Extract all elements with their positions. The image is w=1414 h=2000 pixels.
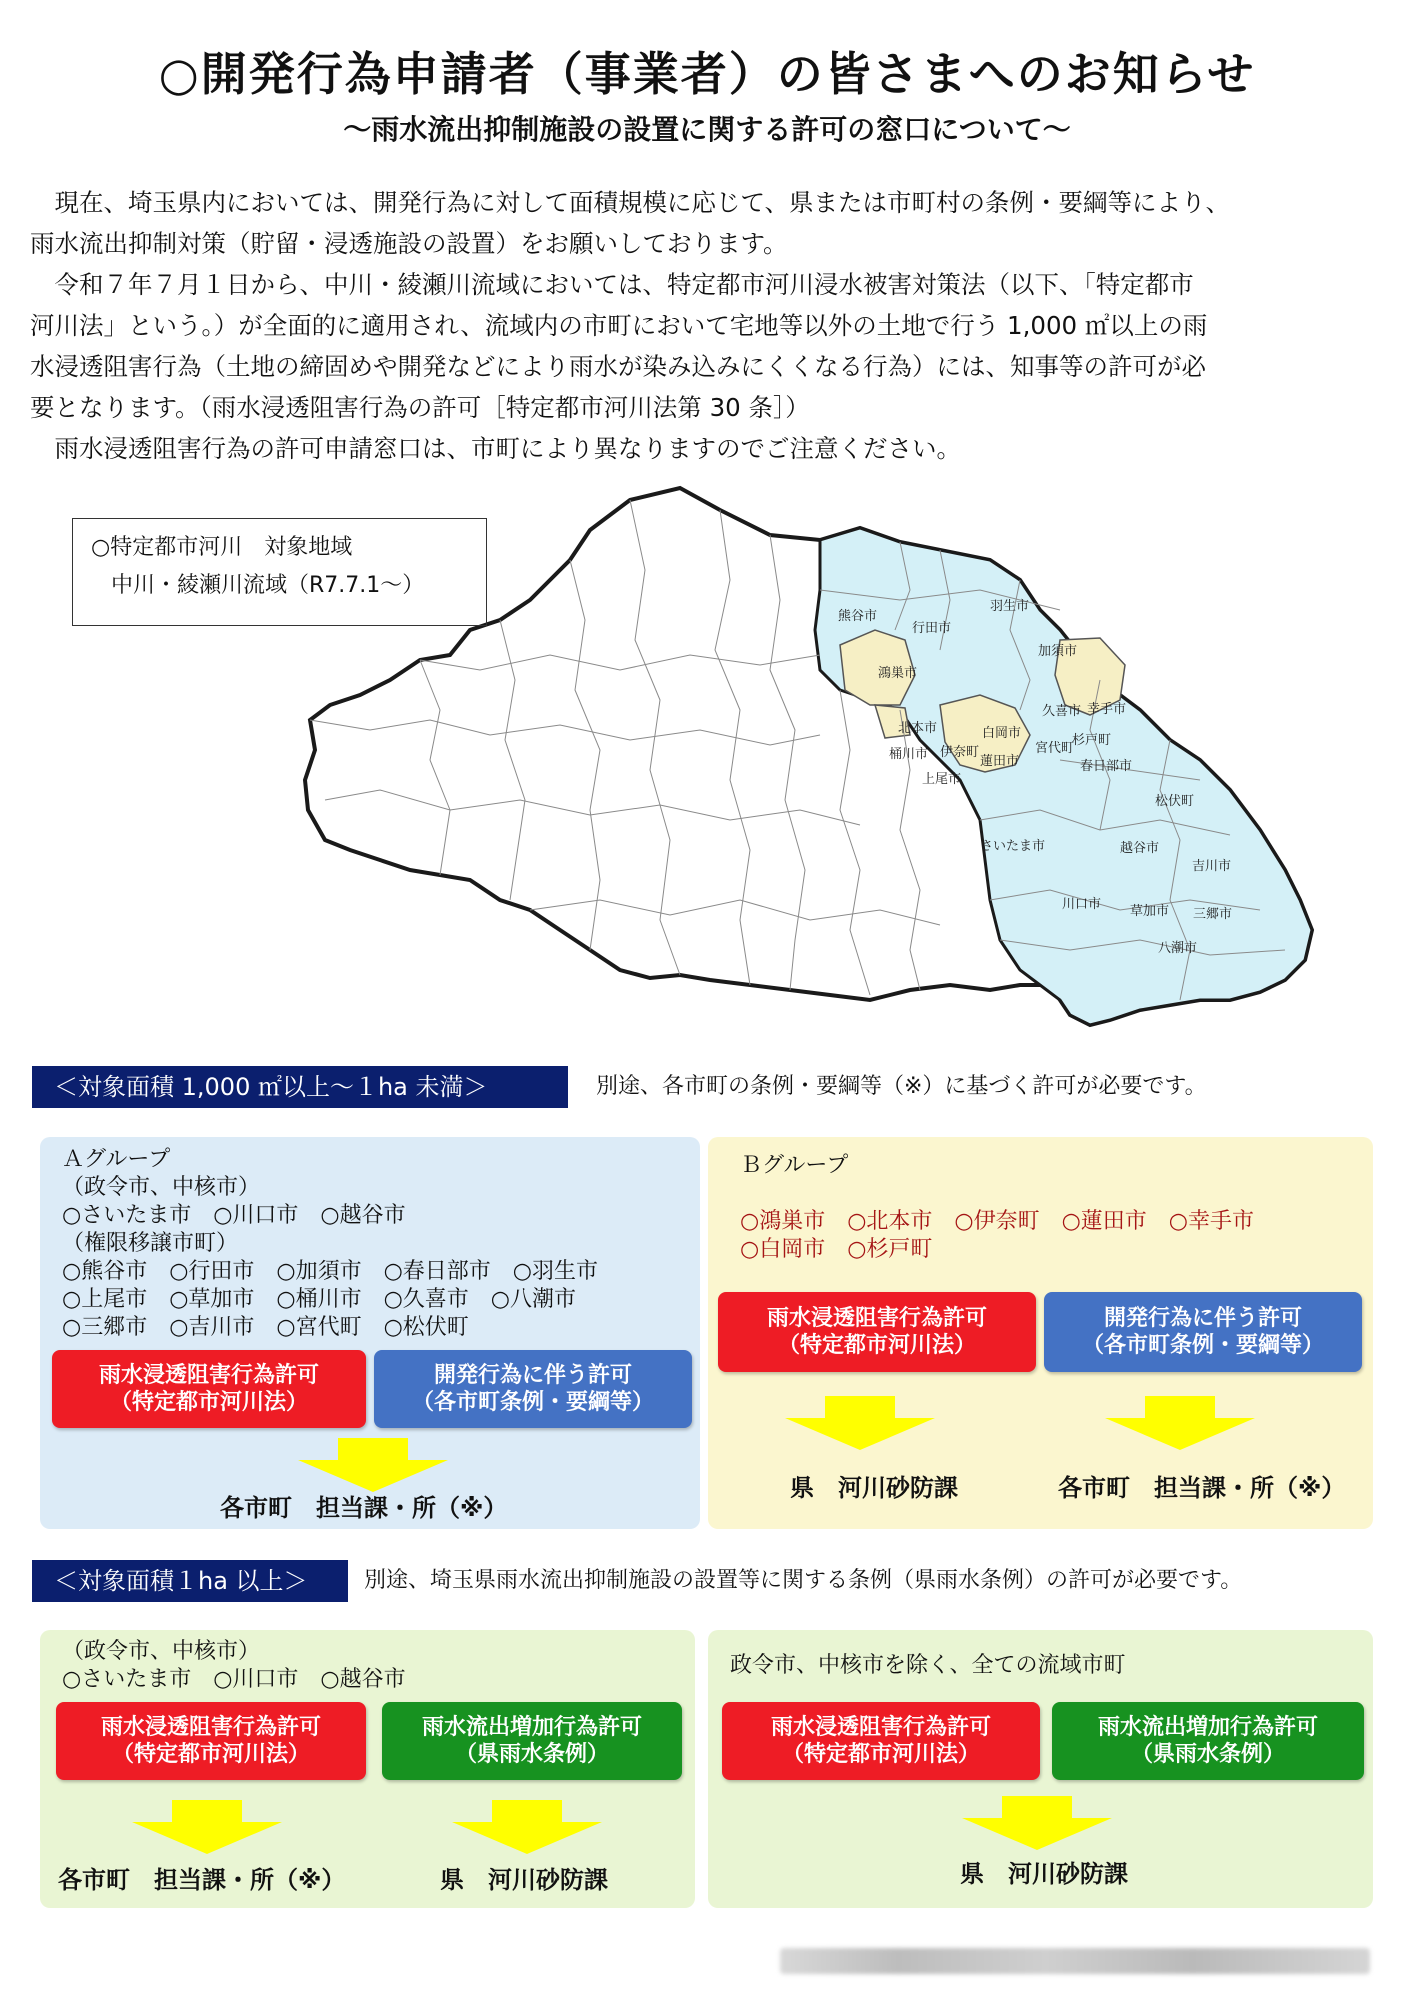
- btn-line: 雨水流出増加行為許可: [1097, 1715, 1318, 1740]
- label-yashio: 八潮市: [1158, 941, 1198, 956]
- label-okegawa: 桶川市: [889, 747, 929, 762]
- group-a-heading: Ａグループ: [62, 1147, 171, 1172]
- section-1-note: 別途、各市町の条例・要綱等（※）に基づく許可が必要です。: [596, 1074, 1207, 1099]
- intro-line: 令和７年７月１日から、中川・綾瀬川流域においては、特定都市河川浸水被害対策法（以下、「特定都市: [30, 270, 1194, 299]
- arrow-down-icon: [132, 1800, 282, 1854]
- group-b-destination-left: 県 河川砂防課: [790, 1474, 958, 1502]
- large-area-city-runoff-button[interactable]: [382, 1702, 682, 1780]
- btn-line: 雨水浸透阻害行為許可: [98, 1363, 319, 1388]
- label-hanyu: 羽生市: [990, 599, 1030, 614]
- large-area-other-heading: 政令市、中核市を除く、全ての流域市町: [730, 1653, 1126, 1678]
- group-a-destination: 各市町 担当課・所（※）: [220, 1494, 508, 1522]
- large-area-list1: ○さいたま市 ○川口市 ○越谷市: [62, 1667, 406, 1692]
- label-ageo: 上尾市: [922, 772, 962, 787]
- intro-line: 水浸透阻害行為（土地の締固めや開発などにより雨水が染み込みにくくなる行為）には、知事等の許可が必: [30, 352, 1206, 381]
- large-area-other-destination: 県 河川砂防課: [960, 1860, 1128, 1888]
- map-legend: [72, 518, 487, 626]
- intro-line: 河川法」という。）が全面的に適用され、流域内の市町において宅地等以外の土地で行う 1,000 ㎡以上の雨: [30, 311, 1208, 340]
- group-a-list4: ○三郷市 ○吉川市 ○宮代町 ○松伏町: [62, 1315, 469, 1340]
- label-kazo: 加須市: [1038, 644, 1078, 659]
- section-1-bar: ＜対象面積 1,000 ㎡以上～１ha 未満＞: [32, 1066, 568, 1108]
- label-kuki: 久喜市: [1042, 704, 1082, 719]
- group-a-permit-button[interactable]: [52, 1350, 366, 1428]
- label-konosu: 鴻巣市: [878, 666, 918, 681]
- group-a-list1: ○さいたま市 ○川口市 ○越谷市: [62, 1203, 406, 1228]
- label-matsubushi: 松伏町: [1155, 794, 1195, 809]
- section-2-note: 別途、埼玉県雨水流出抑制施設の設置等に関する条例（県雨水条例）の許可が必要です。: [364, 1568, 1243, 1593]
- label-kitamoto: 北本市: [898, 721, 938, 736]
- label-saitama: さいたま市: [980, 839, 1046, 854]
- label-miyashiro: 宮代町: [1035, 741, 1075, 756]
- btn-line: 雨水流出増加行為許可: [421, 1715, 642, 1740]
- large-area-city-permit-button[interactable]: [56, 1702, 366, 1780]
- group-a-sub2: （権限移譲市町）: [62, 1231, 239, 1256]
- btn-line: （特定都市河川法）: [111, 1742, 310, 1767]
- section-2-bar: ＜対象面積１ha 以上＞: [32, 1560, 348, 1602]
- page-subtitle: ～雨水流出抑制施設の設置に関する許可の窓口について～: [343, 113, 1071, 146]
- intro-text: [30, 182, 1390, 469]
- btn-line: （特定都市河川法）: [777, 1333, 976, 1358]
- page-title: ○開発行為申請者（事業者）の皆さまへのお知らせ: [158, 47, 1256, 101]
- btn-line: 開発行為に伴う許可: [433, 1363, 632, 1388]
- btn-line: （県雨水条例）: [454, 1742, 609, 1767]
- legend-title: ○特定都市河川 対象地域: [91, 535, 353, 560]
- btn-line: （各市町条例・要綱等）: [1081, 1333, 1324, 1358]
- label-gyoda: 行田市: [912, 621, 952, 636]
- arrow-down-icon: [1105, 1396, 1255, 1450]
- btn-line: 雨水浸透阻害行為許可: [766, 1306, 987, 1331]
- label-kawaguchi: 川口市: [1062, 897, 1102, 912]
- label-misato: 三郷市: [1193, 907, 1233, 922]
- group-b-list1: ○鴻巣市 ○北本市 ○伊奈町 ○蓮田市 ○幸手市: [740, 1209, 1254, 1234]
- label-shiraoka: 白岡市: [982, 726, 1022, 741]
- intro-line: 雨水浸透阻害行為の許可申請窓口は、市町により異なりますのでご注意ください。: [30, 434, 961, 463]
- group-a-development-button[interactable]: [374, 1350, 692, 1428]
- large-area-city-destination-right: 県 河川砂防課: [440, 1866, 608, 1894]
- btn-line: （県雨水条例）: [1130, 1742, 1285, 1767]
- label-kasukabe: 春日部市: [1080, 759, 1133, 774]
- group-b-list2: ○白岡市 ○杉戸町: [740, 1237, 933, 1262]
- arrow-down-icon: [452, 1800, 602, 1854]
- group-a-list3: ○上尾市 ○草加市 ○桶川市 ○久喜市 ○八潮市: [62, 1287, 576, 1312]
- group-a-sub1: （政令市、中核市）: [62, 1175, 261, 1200]
- label-yoshikawa: 吉川市: [1192, 859, 1232, 874]
- label-hasuda: 蓮田市: [980, 754, 1020, 769]
- label-kumagaya: 熊谷市: [838, 609, 878, 624]
- btn-line: 雨水浸透阻害行為許可: [770, 1715, 991, 1740]
- btn-line: 開発行為に伴う許可: [1103, 1306, 1302, 1331]
- group-b-permit-button[interactable]: [718, 1292, 1036, 1372]
- btn-line: 雨水浸透阻害行為許可: [100, 1715, 321, 1740]
- label-satte: 幸手市: [1087, 702, 1127, 717]
- group-b-heading: Ｂグループ: [740, 1153, 849, 1178]
- btn-line: （特定都市河川法）: [109, 1390, 308, 1415]
- arrow-down-icon: [962, 1796, 1112, 1850]
- label-ina: 伊奈町: [940, 745, 980, 760]
- intro-line: 要となります。（雨水浸透阻害行為の許可［特定都市河川法第 30 条］）: [30, 393, 810, 422]
- large-area-other-permit-button[interactable]: [722, 1702, 1040, 1780]
- group-a-list2: ○熊谷市 ○行田市 ○加須市 ○春日部市 ○羽生市: [62, 1259, 598, 1284]
- blurred-footer: [780, 1948, 1370, 1974]
- arrow-down-icon: [785, 1396, 935, 1450]
- btn-line: （特定都市河川法）: [781, 1742, 980, 1767]
- intro-line: 現在、埼玉県内においては、開発行為に対して面積規模に応じて、県または市町村の条例・要綱等により、: [30, 188, 1231, 217]
- arrow-down-icon: [298, 1438, 448, 1492]
- legend-area: 中川・綾瀬川流域（R7.7.1～）: [111, 573, 425, 598]
- group-b-destination-right: 各市町 担当課・所（※）: [1058, 1474, 1346, 1502]
- label-sugito: 杉戸町: [1072, 733, 1112, 748]
- group-b-development-button[interactable]: [1044, 1292, 1362, 1372]
- large-area-sub1: （政令市、中核市）: [62, 1639, 261, 1664]
- large-area-other-runoff-button[interactable]: [1052, 1702, 1364, 1780]
- btn-line: （各市町条例・要綱等）: [411, 1390, 654, 1415]
- label-koshigaya: 越谷市: [1120, 841, 1160, 856]
- large-area-city-destination-left: 各市町 担当課・所（※）: [58, 1866, 346, 1894]
- intro-line: 雨水流出抑制対策（貯留・浸透施設の設置）をお願いしております。: [30, 229, 788, 258]
- label-soka: 草加市: [1130, 904, 1170, 919]
